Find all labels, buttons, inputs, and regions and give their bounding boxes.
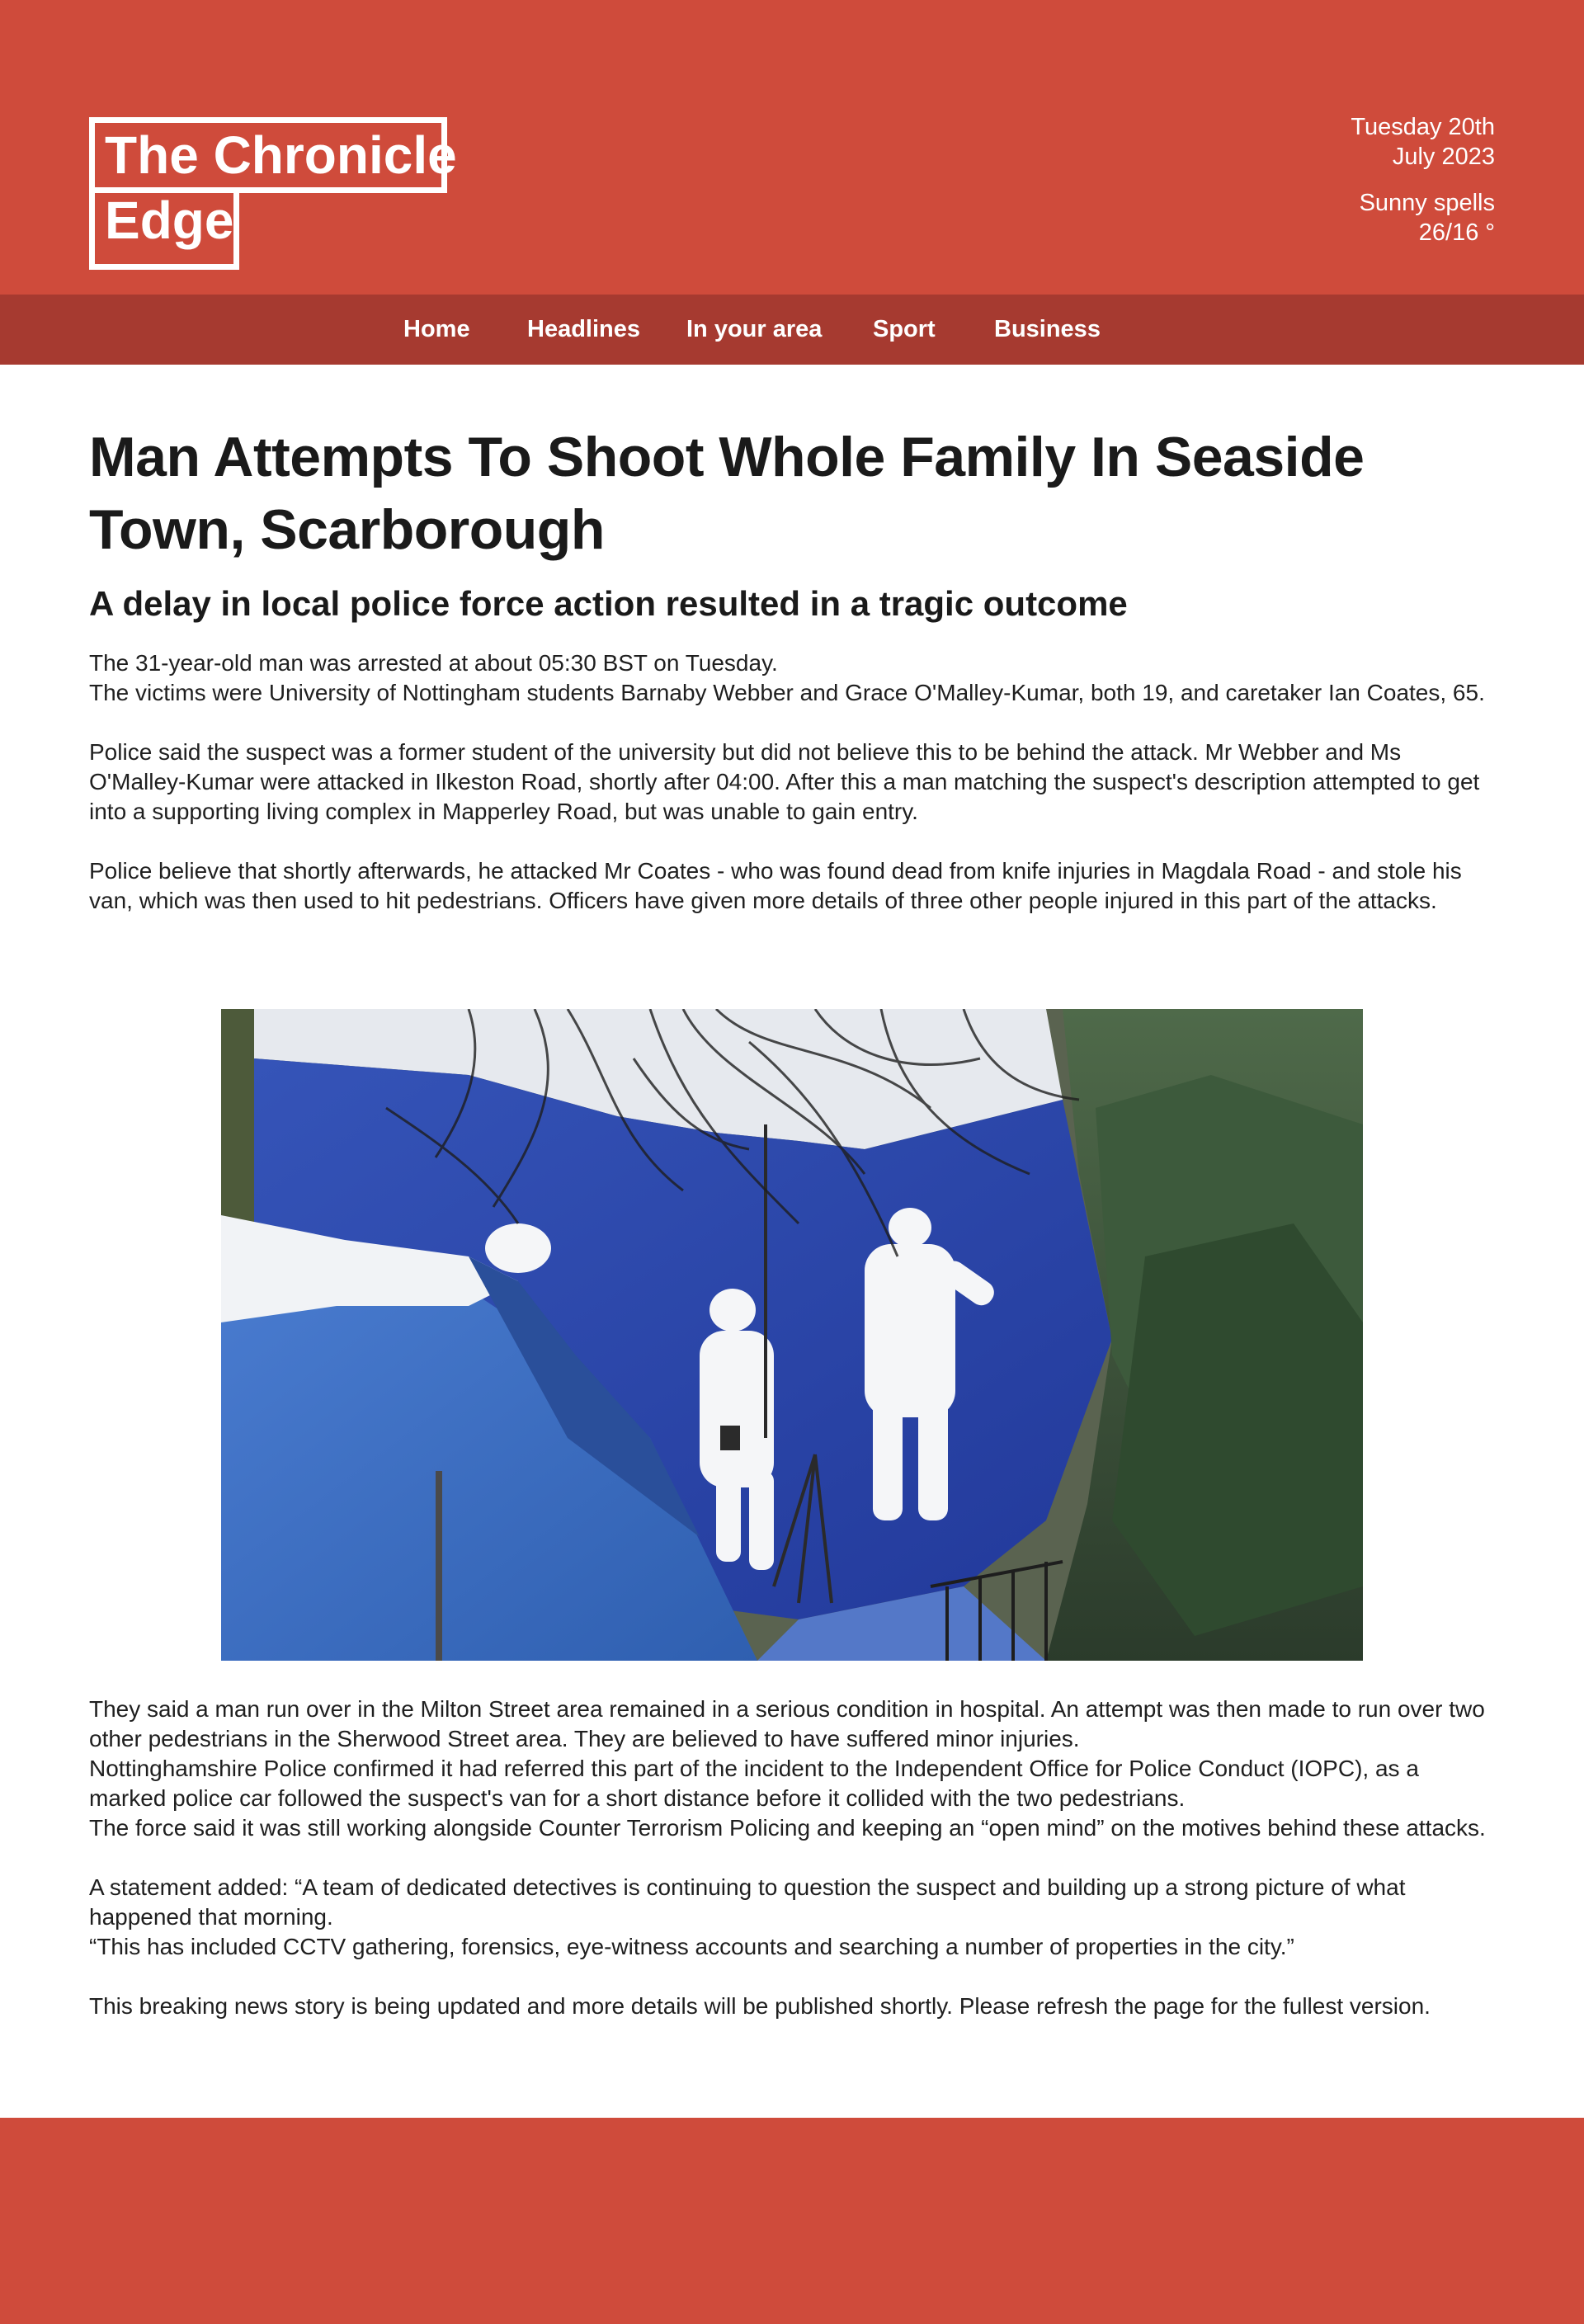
article-paragraph: This breaking news story is being updated and more details will be published shortly. Please refresh the page for the fullest version.	[89, 1993, 1431, 2019]
article	[89, 421, 1496, 916]
article-photo	[221, 1009, 1363, 1661]
nav-item-in-your-area[interactable]: In your area	[686, 316, 823, 342]
article-paragraph: A statement added: “A team of dedicated detectives is continuing to question the suspect and building up a strong picture of what happened that morning.	[89, 1874, 1406, 1930]
weather-line2: 26/16 °	[1418, 219, 1495, 246]
article-paragraph: The victims were University of Nottingham students Barnaby Webber and Grace O'Malley-Kumar, both 19, and caretaker Ian Coates, 65.	[89, 680, 1485, 705]
article-subheadline: A delay in local police force action resulted in a tragic outcome	[89, 584, 1128, 623]
logo-text-line2: Edge	[89, 187, 239, 270]
article-paragraph: The 31-year-old man was arrested at about 05:30 BST on Tuesday.	[89, 650, 778, 676]
article-paragraph: Police said the suspect was a former student of the university but did not believe this to be behind the attack. Mr Webber and Ms O'Malley-Kumar were attacked in Ilkeston Road, shortly after 04:00. After this a man matching the suspect's description attempted to get into a supporting living complex in Mapperley Road, but was unable to gain entry.	[89, 739, 1480, 824]
site-logo[interactable]	[89, 117, 457, 270]
article-paragraph: “This has included CCTV gathering, forensics, eye-witness accounts and searching a number of properties in the city.”	[89, 1934, 1294, 1959]
logo-text-line1: The Chronicle	[89, 117, 447, 193]
nav-item-headlines[interactable]: Headlines	[527, 316, 640, 342]
article-paragraph: They said a man run over in the Milton Street area remained in a serious condition in hospital. An attempt was then made to run over two other pedestrians in the Sherwood Street area. They are believed to have suffered minor injuries.	[89, 1696, 1485, 1751]
article-paragraph: Police believe that shortly afterwards, he attacked Mr Coates - who was found dead from knife injuries in Magdala Road - and stole his van, which was then used to hit pedestrians. Officers have given more details of three other people injured in this part of the attacks.	[89, 858, 1462, 913]
article-headline: Man Attempts To Shoot Whole Family In Seaside Town, Scarborough	[89, 426, 1365, 561]
forensic-scene-illustration	[221, 1009, 1363, 1661]
article-continued	[89, 1695, 1496, 2021]
site-header	[0, 0, 1584, 295]
date-line1: Tuesday 20th	[1351, 114, 1495, 140]
site-footer	[0, 2118, 1584, 2324]
header-meta	[1165, 112, 1495, 247]
article-paragraph: The force said it was still working alongside Counter Terrorism Policing and keeping an “open mind” on the motives behind these attacks.	[89, 1815, 1486, 1841]
date-line2: July 2023	[1392, 144, 1495, 170]
nav-item-sport[interactable]: Sport	[873, 316, 936, 342]
main-nav	[0, 295, 1584, 365]
article-paragraph: Nottinghamshire Police confirmed it had referred this part of the incident to the Independent Office for Police Conduct (IOPC), as a marked police car followed the suspect's van for a short distance before it collided with the two pedestrians.	[89, 1756, 1419, 1811]
nav-item-business[interactable]: Business	[994, 316, 1101, 342]
weather-line1: Sunny spells	[1359, 190, 1495, 216]
nav-item-home[interactable]: Home	[403, 316, 470, 342]
